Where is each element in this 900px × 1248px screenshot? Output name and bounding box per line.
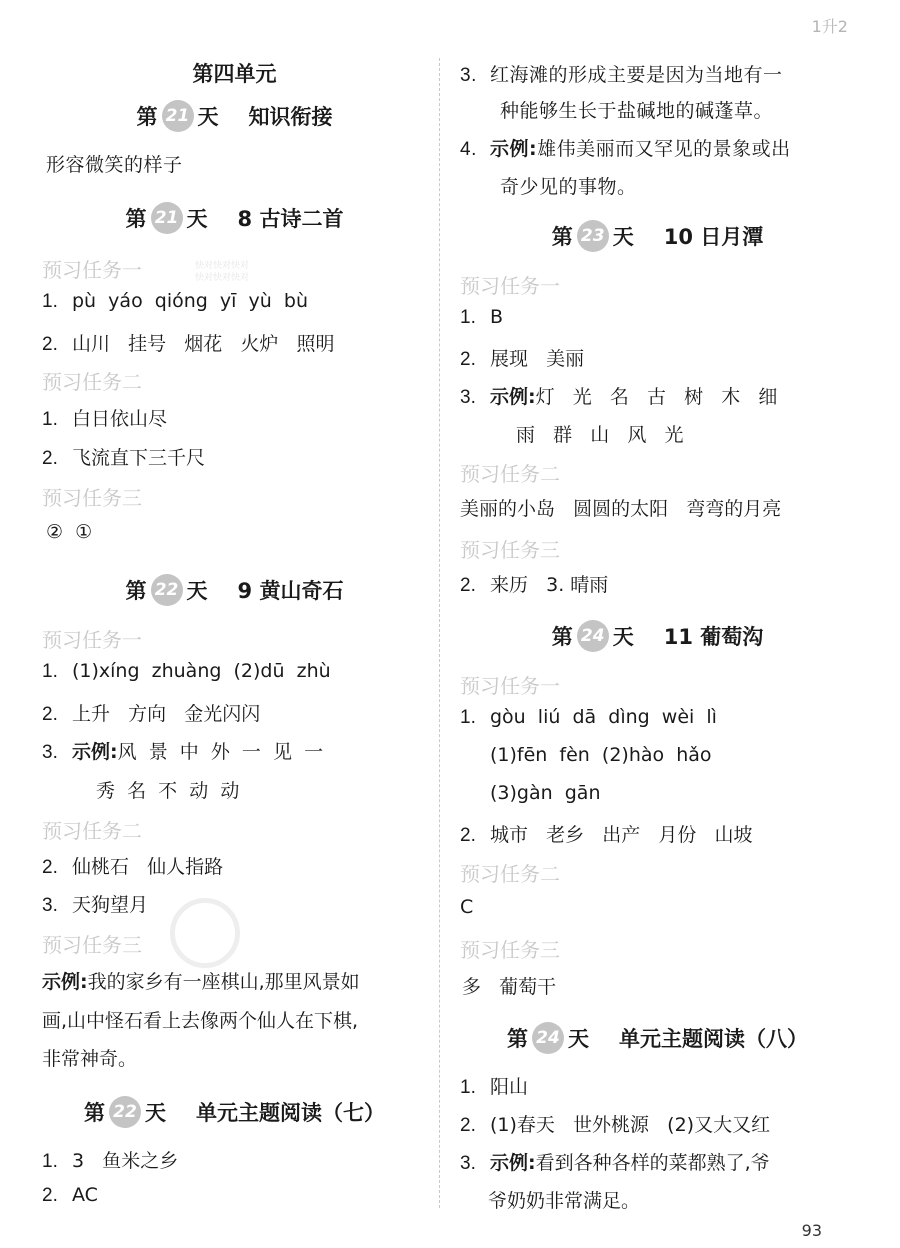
task-heading: 预习任务三: [460, 938, 560, 962]
answer-line: 雨 群 山 风 光: [516, 424, 684, 446]
section-header: [460, 620, 855, 652]
answer-line: 爷奶奶非常满足。: [488, 1190, 641, 1212]
item-number: 1.: [460, 707, 476, 728]
section-header: [42, 100, 427, 132]
answer-line: 秀 名 不 动 动: [96, 780, 240, 802]
item-text: pù yáo qióng yī yù bù: [72, 290, 308, 312]
header-day: 天: [186, 579, 208, 603]
item-number: 2.: [460, 1115, 476, 1136]
day-badge: 24: [532, 1022, 564, 1054]
answer-line: (3)gàn gān: [490, 782, 601, 804]
item-text: 来历 3. 晴雨: [490, 574, 609, 596]
header-prefix: 第: [136, 105, 158, 129]
header-title: 8 古诗二首: [237, 207, 344, 231]
header-day: 天: [145, 1101, 166, 1125]
watermark-text: 快对快对快对: [195, 273, 250, 283]
day-badge: 21: [162, 100, 194, 132]
item-number: 2.: [42, 1185, 58, 1206]
item-number: 3.: [42, 895, 58, 916]
item-text: 雄伟美丽而又罕见的景象或出: [537, 138, 791, 160]
answer-line: [42, 1146, 178, 1173]
task-heading: 预习任务二: [42, 819, 142, 843]
answer-line: [42, 443, 205, 470]
task-heading: 预习任务一: [460, 274, 560, 298]
answer-line: 画,山中怪石看上去像两个仙人在下棋,: [42, 1010, 359, 1032]
item-text: 展现 美丽: [490, 348, 585, 370]
item-text: 风 景 中 外 一 见 一: [117, 741, 324, 763]
task-heading: 预习任务三: [460, 538, 560, 562]
item-text: 3 鱼米之乡: [72, 1150, 179, 1172]
answer-line: [460, 1148, 770, 1175]
item-number: 4.: [460, 139, 477, 160]
example-label: 示例:: [490, 138, 538, 160]
header-day: 天: [186, 207, 208, 231]
header-day: 天: [568, 1027, 589, 1051]
item-text: 天狗望月: [72, 894, 149, 916]
item-number: 3.: [42, 742, 58, 763]
answer-line: [460, 344, 584, 371]
item-number: 3.: [460, 1153, 476, 1174]
answer-line: 种能够生长于盐碱地的碱蓬草。: [500, 100, 774, 122]
page-number: 93: [801, 1221, 822, 1240]
task-heading: 预习任务一: [42, 258, 142, 282]
answer-line: [460, 1110, 770, 1137]
example-label: 示例:: [490, 1152, 536, 1174]
item-number: 2.: [42, 448, 58, 469]
header-title: 11 葡萄沟: [663, 625, 764, 649]
item-number: 3.: [460, 387, 476, 408]
item-text: 我的家乡有一座棋山,那里风景如: [87, 971, 360, 993]
header-title: 知识衔接: [248, 105, 333, 129]
answer-line: C: [460, 896, 474, 918]
answer-line: [460, 60, 783, 87]
section-header: [42, 202, 427, 234]
item-text: 看到各种各样的菜都熟了,爷: [535, 1152, 770, 1174]
item-text: gòu liú dā dìng wèi lì: [490, 706, 717, 728]
answer-line: [42, 660, 331, 683]
example-label: 示例:: [72, 741, 118, 763]
item-number: 1.: [460, 1077, 476, 1098]
column-divider: [439, 58, 440, 1208]
day-badge: 22: [151, 574, 183, 606]
item-text: AC: [72, 1184, 98, 1206]
item-number: 1.: [42, 291, 58, 312]
header-day: 天: [612, 625, 634, 649]
day-badge: 24: [577, 620, 609, 652]
item-text: 山川 挂号 烟花 火炉 照明: [72, 333, 335, 355]
day-badge: 22: [109, 1096, 141, 1128]
mascot-watermark-icon: [170, 898, 240, 968]
example-label: 示例:: [490, 386, 536, 408]
answer-line: [42, 329, 334, 356]
item-text: B: [490, 306, 504, 328]
answer-line: [42, 737, 323, 764]
item-number: 1.: [42, 661, 58, 682]
answer-line: [42, 967, 360, 994]
item-text: 灯 光 名 古 树 木 细: [535, 386, 778, 408]
item-text: 飞流直下三千尺: [72, 447, 206, 469]
answer-line: [460, 820, 752, 847]
answer-line: 非常神奇。: [42, 1048, 138, 1070]
answer-line: [42, 890, 148, 917]
item-text: 阳山: [490, 1076, 529, 1098]
answer-line: 形容微笑的样子: [46, 154, 183, 176]
site-logo-watermark-icon: [738, 1140, 888, 1208]
item-number: 1.: [42, 1151, 58, 1172]
answer-line: [460, 1072, 528, 1099]
corner-label: 1升2: [811, 17, 848, 36]
header-prefix: 第: [507, 1027, 528, 1051]
header-title: 单元主题阅读（七）: [196, 1101, 385, 1125]
task-heading: 预习任务三: [42, 933, 142, 957]
answer-line: [460, 382, 777, 409]
task-heading: 预习任务一: [42, 628, 142, 652]
item-number: 1.: [460, 307, 476, 328]
answer-line: [460, 570, 608, 597]
header-title: 10 日月潭: [663, 225, 764, 249]
example-label: 示例:: [42, 971, 88, 993]
item-text: 仙桃石 仙人指路: [72, 856, 224, 878]
answer-line: [42, 699, 260, 726]
item-number: 2.: [460, 349, 476, 370]
task-heading: 预习任务一: [460, 674, 560, 698]
task-heading: 预习任务三: [42, 486, 142, 510]
task-heading: 预习任务二: [460, 462, 560, 486]
day-badge: 21: [151, 202, 183, 234]
answer-line: (1)fēn fèn (2)hào hǎo: [490, 744, 712, 766]
item-text: 红海滩的形成主要是因为当地有一: [490, 64, 783, 86]
answer-line: [460, 306, 503, 329]
header-day: 天: [197, 105, 219, 129]
answer-line: [42, 290, 308, 313]
task-heading: 预习任务二: [42, 370, 142, 394]
answer-line: [460, 134, 791, 161]
header-prefix: 第: [551, 625, 573, 649]
item-text: 白日依山尽: [72, 408, 168, 430]
answer-line: ② ①: [46, 521, 93, 543]
item-number: 2.: [42, 334, 58, 355]
watermark-text: 快对快对快对: [195, 261, 250, 271]
item-text: 城市 老乡 出产 月份 山坡: [490, 824, 753, 846]
answer-line: 美丽的小岛 圆圆的太阳 弯弯的月亮: [460, 498, 782, 520]
section-header: [460, 1022, 855, 1054]
item-number: 2.: [42, 704, 58, 725]
item-text: (1)春天 世外桃源 (2)又大又红: [490, 1114, 771, 1136]
header-day: 天: [612, 225, 634, 249]
item-number: 1.: [42, 409, 58, 430]
item-number: 3.: [460, 65, 477, 86]
header-prefix: 第: [125, 207, 147, 231]
answer-line: [460, 706, 717, 729]
header-prefix: 第: [84, 1101, 105, 1125]
section-header: [460, 220, 855, 252]
section-header: [42, 574, 427, 606]
day-badge: 23: [577, 220, 609, 252]
header-prefix: 第: [125, 579, 147, 603]
header-title: 9 黄山奇石: [237, 579, 344, 603]
item-text: (1)xíng zhuàng (2)dū zhù: [72, 660, 331, 682]
item-number: 2.: [460, 825, 476, 846]
answer-line: [42, 852, 223, 879]
item-number: 2.: [460, 575, 476, 596]
answer-line: [42, 1184, 98, 1207]
section-header: [42, 1096, 427, 1128]
answer-line: 奇少见的事物。: [500, 176, 637, 198]
answer-line: 多 葡萄干: [462, 976, 557, 998]
item-text: 上升 方向 金光闪闪: [72, 703, 261, 725]
answer-line: [42, 404, 167, 431]
header-title: 单元主题阅读（八）: [619, 1027, 808, 1051]
item-number: 2.: [42, 857, 58, 878]
header-prefix: 第: [551, 225, 573, 249]
task-heading: 预习任务二: [460, 862, 560, 886]
unit-title: 第四单元: [192, 62, 277, 86]
